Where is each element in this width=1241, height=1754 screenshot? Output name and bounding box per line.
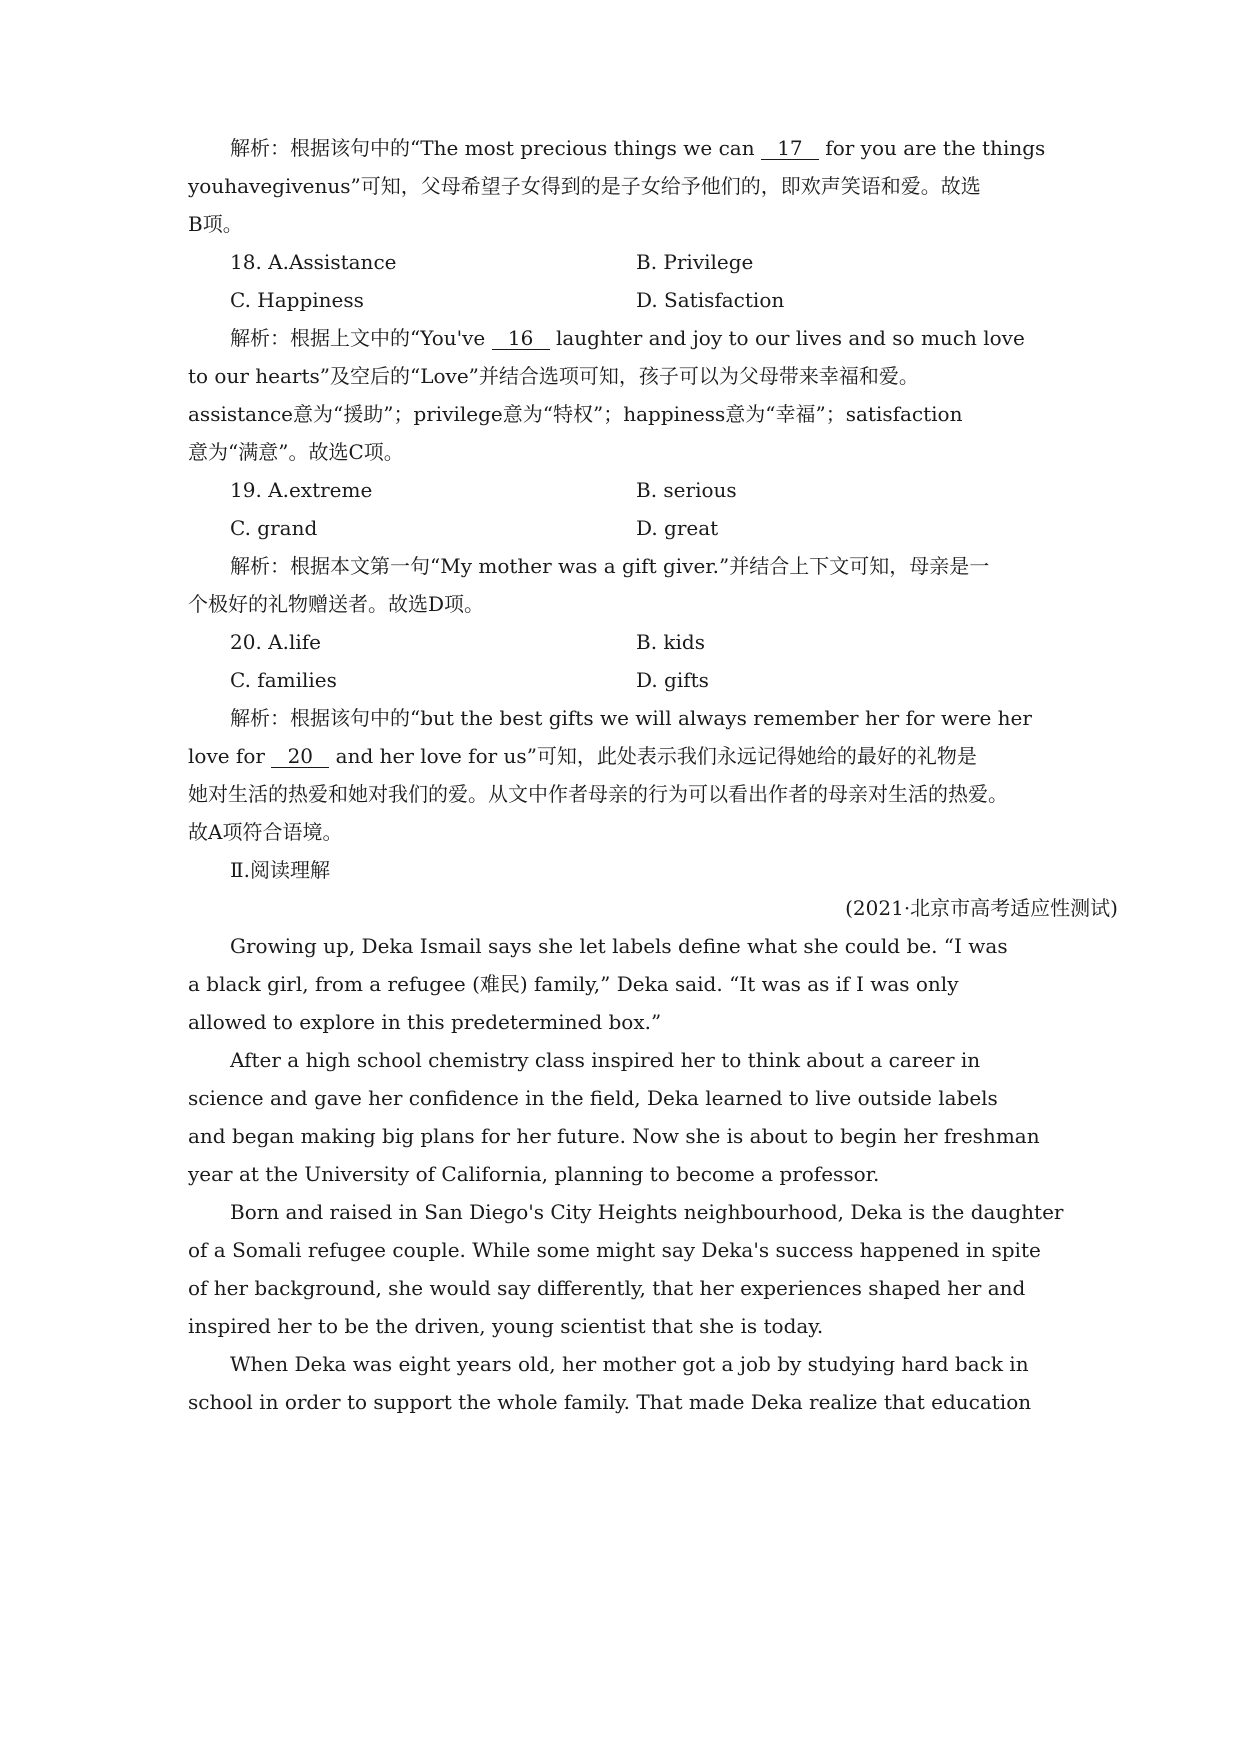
analysis-20-line-4: 故A项符合语境。	[188, 820, 343, 844]
analysis-20-line-2: love for 20 and her love for us”可知，此处表示我们永远记得她给的最好的礼物是	[188, 744, 977, 768]
analysis-18-line-2: to our hearts”及空后的“Love”并结合选项可知，孩子可以为父母带来幸福和爱。	[188, 364, 919, 388]
passage-line: inspired her to be the driven, young scientist that she is today.	[188, 1314, 824, 1338]
analysis-19-line-2: 个极好的礼物赠送者。故选D项。	[188, 592, 485, 616]
passage-line: of a Somali refugee couple. While some might say Deka's success happened in spite	[188, 1238, 1041, 1262]
passage-line: a black girl, from a refugee (难民) family,” Deka said. “It was as if I was only	[188, 972, 959, 996]
option-18c: C. Happiness	[230, 288, 364, 312]
passage-line: Born and raised in San Diego's City Heights neighbourhood, Deka is the daughter	[230, 1200, 1064, 1224]
option-20c: C. families	[230, 668, 337, 692]
option-18d: D. Satisfaction	[636, 288, 785, 312]
answer-blank: 20	[271, 745, 329, 768]
analysis-18-line-4: 意为“满意”。故选C项。	[188, 440, 404, 464]
answer-blank: 17	[761, 137, 819, 160]
analysis-18-line-1: 解析：根据上文中的“You've 16 laughter and joy to our lives and so much love	[230, 326, 1025, 350]
passage-line: Growing up, Deka Ismail says she let labels define what she could be. “I was	[230, 934, 1008, 958]
source-note: (2021·北京市高考适应性测试)	[845, 896, 1118, 920]
passage-line: year at the University of California, planning to become a professor.	[188, 1162, 880, 1186]
option-18b: B. Privilege	[636, 250, 754, 274]
passage-line: and began making big plans for her future. Now she is about to begin her freshman	[188, 1124, 1040, 1148]
passage-line: school in order to support the whole family. That made Deka realize that education	[188, 1390, 1032, 1414]
passage-line: science and gave her confidence in the field, Deka learned to live outside labels	[188, 1086, 998, 1110]
option-20b: B. kids	[636, 630, 705, 654]
section-heading: Ⅱ.阅读理解	[230, 858, 330, 882]
passage-line: of her background, she would say differently, that her experiences shaped her and	[188, 1276, 1026, 1300]
option-20a: 20. A.life	[230, 630, 321, 654]
option-19d: D. great	[636, 516, 719, 540]
option-19a: 19. A.extreme	[230, 478, 373, 502]
passage-line: After a high school chemistry class inspired her to think about a career in	[230, 1048, 981, 1072]
analysis-20-line-1: 解析：根据该句中的“but the best gifts we will always remember her for were her	[230, 706, 1032, 730]
analysis-17-line-2: youhavegivenus”可知，父母希望子女得到的是子女给予他们的，即欢声笑语和爱。故选	[188, 174, 981, 198]
option-19b: B. serious	[636, 478, 737, 502]
analysis-18-line-3: assistance意为“援助”；privilege意为“特权”；happiness意为“幸福”；satisfaction	[188, 402, 963, 426]
option-19c: C. grand	[230, 516, 318, 540]
option-20d: D. gifts	[636, 668, 709, 692]
answer-blank: 16	[492, 327, 550, 350]
option-18a: 18. A.Assistance	[230, 250, 397, 274]
passage-line: When Deka was eight years old, her mother got a job by studying hard back in	[230, 1352, 1029, 1376]
analysis-20-line-3: 她对生活的热爱和她对我们的爱。从文中作者母亲的行为可以看出作者的母亲对生活的热爱。	[188, 782, 1008, 806]
passage-line: allowed to explore in this predetermined box.”	[188, 1010, 662, 1034]
analysis-17-line-3: B项。	[188, 212, 243, 236]
analysis-19-line-1: 解析：根据本文第一句“My mother was a gift giver.”并结合上下文可知，母亲是一	[230, 554, 990, 578]
analysis-17-line-1: 解析：根据该句中的“The most precious things we can 17 for you are the things	[230, 136, 1046, 160]
